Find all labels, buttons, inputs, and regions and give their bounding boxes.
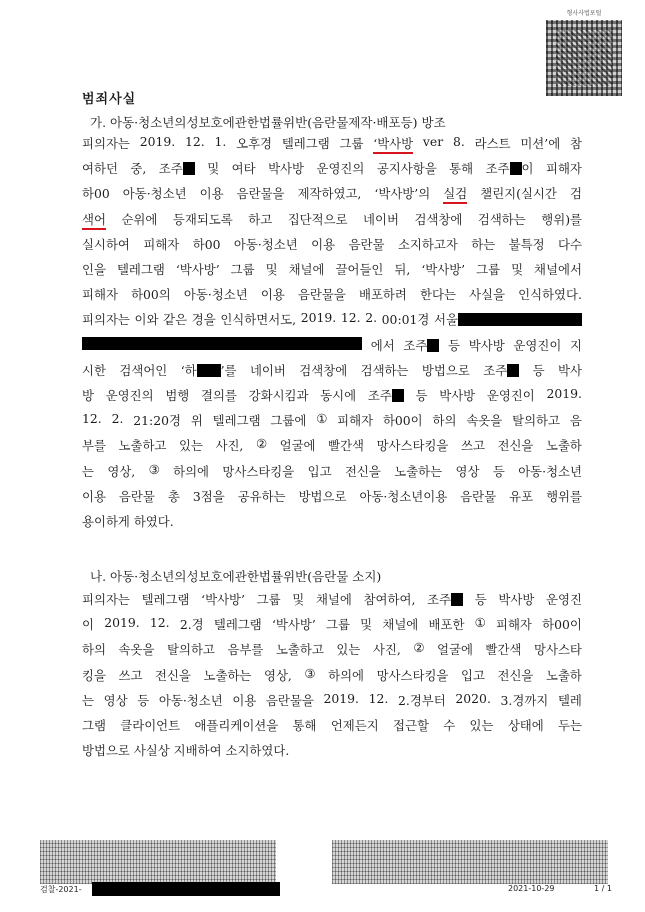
redaction-box <box>458 313 582 326</box>
text-line: 에서 조주 등 박사방 운영진이 지 <box>82 336 582 354</box>
text-line: 는 영상 등 아동·청소년 이용 음란물을 2019. 12. 2.경부터 2020. 3.경까지 텔레 <box>82 690 582 708</box>
footer-barcode-right <box>332 840 608 884</box>
footer-doc-id: 검찰-2021- <box>40 885 82 894</box>
text-line: 하00 아동·청소년 이용 음란물을 제작하였고, ‘박사방’의 실검 챌린지(실시간 검 <box>82 184 582 202</box>
redaction-box <box>82 337 362 350</box>
text-line: 피의자는 이와 같은 경을 인식하면서도, 2019. 12. 2. 00:01경 서울 <box>82 310 582 328</box>
section-b-title: 나. 아동·청소년의성보호에관한법률위반(음란물 소지) <box>90 569 382 584</box>
redaction-box <box>183 162 195 175</box>
text-line: 이용 음란물 총 3점을 공유하는 방법으로 아동·청소년이용 음란물 유포 행위를 <box>82 488 582 504</box>
text-line: 피의자는 텔레그램 ‘박사방’ 그룹 및 채널에 참여하여, 조주 등 박사방 운영진 <box>82 592 582 607</box>
text-line: 인을 텔레그램 ‘박사방’ 그룹 및 채널에 끌어들인 뒤, ‘박사방’ 그룹 및 채널에서 <box>82 262 582 277</box>
text-line: 피의자는 2019. 12. 1. 오후경 텔레그램 그룹 ‘박사방 ver 8. 라스트 미션’에 참 <box>82 134 582 152</box>
page-title: 범죄사실 <box>82 92 137 107</box>
text-line: 그램 클라이언트 애플리케이션을 통해 언제든지 접근할 수 있는 상태에 두는 <box>82 718 582 733</box>
verification-stamp <box>546 10 622 96</box>
redaction-box <box>507 364 519 377</box>
text-line: 시한 검색어인 ‘하 ’를 네이버 검색창에 검색하는 방법으로 조주 등 박사 <box>82 362 582 378</box>
redaction-box <box>392 389 404 402</box>
text-line: 피해자 하00의 아동·청소년 이용 음란물을 배포하려 한다는 사실을 인식하였다. <box>82 287 582 303</box>
text-line: 용이하게 하였다. <box>82 514 174 529</box>
text-line: 12. 2. 21:20경 위 텔레그램 그룹에 ① 피해자 하00이 하의 속옷을 탈의하고 음 <box>82 411 582 429</box>
footer-barcode-left <box>40 840 276 884</box>
text-line: 부를 노출하고 있는 사진, ② 얼굴에 빨간색 망사스타킹을 쓰고 전신을 노출하 <box>82 436 582 454</box>
text-line: 방법으로 사실상 지배하여 소지하였다. <box>82 743 290 759</box>
redaction-box <box>427 339 439 352</box>
redaction-footer <box>92 882 280 896</box>
text-line: 이 2019. 12. 2.경 텔레그램 ‘박사방’ 그룹 및 채널에 배포한 ① 피해자 하00이 <box>82 615 582 633</box>
redaction-box <box>451 593 463 606</box>
redaction-box <box>510 162 522 175</box>
footer-page: 1 / 1 <box>594 884 612 893</box>
text-line: 방 운영진의 범행 결의를 강화시킴과 동시에 조주 등 박사방 운영진이 2019. <box>82 386 582 403</box>
stamp-label: 형사사법포털 <box>566 10 602 17</box>
text-line: 하의 속옷을 탈의하고 음부를 노출하고 있는 사진, ② 얼굴에 빨간색 망사스타 <box>82 640 582 658</box>
text-line: 색어 순위에 등재되도록 하고 집단적으로 네이버 검색창에 검색하는 행위)를 <box>82 210 582 228</box>
redaction-box <box>197 364 221 377</box>
footer-date: 2021-10-29 <box>508 884 555 893</box>
text-line: 실시하여 피해자 하00 아동·청소년 이용 음란물 소지하고자 하는 불특정 다수 <box>82 236 582 252</box>
text-line: 는 영상, ③ 하의에 망사스타킹을 입고 전신을 노출하는 영상 등 아동·청소년 <box>82 461 582 479</box>
qr-code-icon <box>556 30 612 86</box>
section-a-title: 가. 아동·청소년의성보호에관한법률위반(음란물제작·배포등) 방조 <box>90 115 446 130</box>
text-line: 킹을 쓰고 전신을 노출하는 영상, ③ 하의에 망사스타킹을 입고 전신을 노출하 <box>82 665 582 683</box>
text-line: 여하던 중, 조주 및 여타 박사방 운영진의 공지사항을 통해 조주 이 피해자 <box>82 161 582 177</box>
